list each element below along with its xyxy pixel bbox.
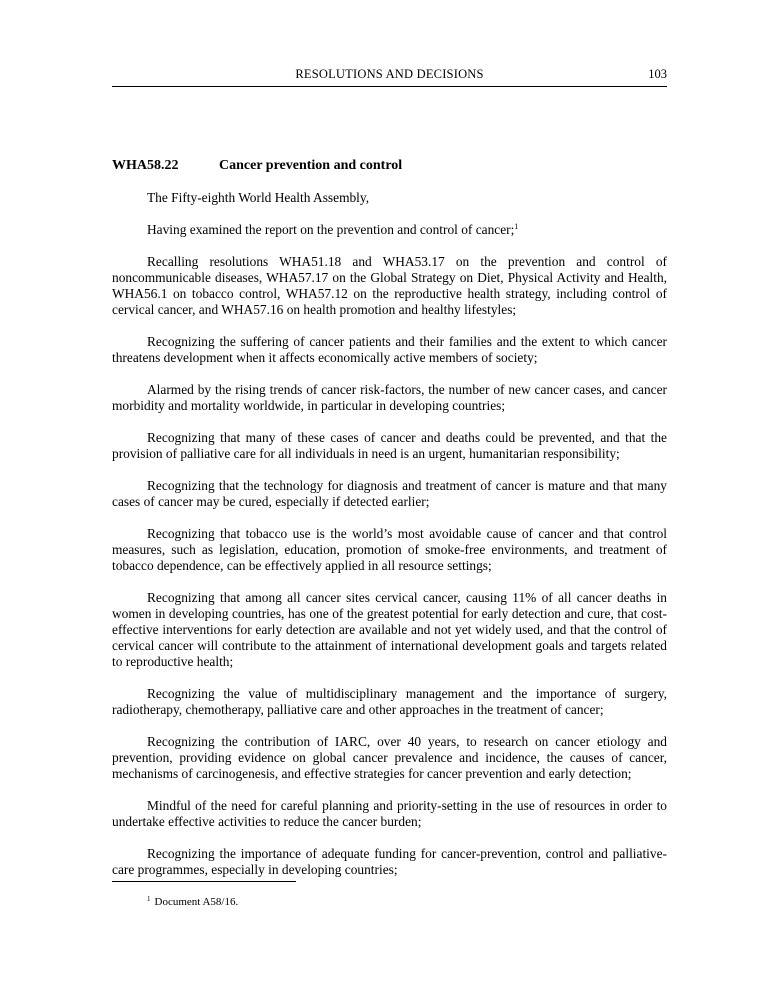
footnote-text: Document A58/16. [154,896,239,908]
resolution-title: Cancer prevention and control [219,158,403,173]
footnote-divider [112,881,296,882]
paragraph: Recognizing the contribution of IARC, over 40 years, to research on cancer etiology and prevention, providing evidence on global cancer prevalence and incidence, the causes of cancer, mechanisms of carcinogenesis, and effective strategies for cancer prevention and early detection; [112,734,667,781]
page-number: 103 [648,67,667,81]
paragraph: Recognizing the suffering of cancer patients and their families and the extent to which cancer threatens development when it affects economically active members of society; [112,334,667,365]
paragraph: Recognizing that the technology for diagnosis and treatment of cancer is mature and that many cases of cancer may be cured, especially if detected earlier; [112,478,667,509]
footnote-reference: 1 [514,222,519,231]
paragraph: Recognizing that among all cancer sites cervical cancer, causing 11% of all cancer deaths in women in developing countries, has one of the greatest potential for early detection and cure, that cost-effective interventions for early detection are available and not yet widely used, and that the control of cervical cancer will contribute to the attainment of international development goals and targets related to reproductive health; [112,590,667,669]
paragraph: Having examined the report on the prevention and control of cancer;$^1$ [147,222,519,237]
paragraph: Recognizing that tobacco use is the world’s most avoidable cause of cancer and that control measures, such as legislation, education, promotion of smoke-free environments, and treatment of tobacco dependence, can be effectively applied in all resource settings; [112,526,667,573]
paragraph: Recognizing the value of multidisciplinary management and the importance of surgery, radiotherapy, chemotherapy, palliative care and other approaches in the treatment of cancer; [112,686,667,717]
running-header [112,66,667,87]
resolution-code: WHA58.22 [112,158,179,173]
footnote [147,896,238,908]
paragraph: Alarmed by the rising trends of cancer risk-factors, the number of new cancer cases, and cancer morbidity and mortality worldwide, in particular in developing countries; [112,382,667,413]
paragraph: Recognizing the importance of adequate funding for cancer-prevention, control and palliative-care programmes, especially in developing countries; [112,846,667,877]
running-title: RESOLUTIONS AND DECISIONS [295,67,484,81]
footnote-marker: 1 [147,895,151,903]
resolution-heading [112,158,667,174]
paragraph: Recognizing that many of these cases of cancer and deaths could be prevented, and that the provision of palliative care for all individuals in need is an urgent, humanitarian responsibility; [112,430,667,461]
paragraph: The Fifty-eighth World Health Assembly, [147,190,370,205]
document-body [112,158,667,894]
paragraph: Mindful of the need for careful planning and priority-setting in the use of resources in order to undertake effective activities to reduce the cancer burden; [112,798,667,829]
paragraph: Recalling resolutions WHA51.18 and WHA53.17 on the prevention and control of noncommunicable diseases, WHA57.17 on the Global Strategy on Diet, Physical Activity and Health, WHA56.1 on tobacco control, WHA57.12 on the reproductive health strategy, including control of cervical cancer, and WHA57.16 on health promotion and healthy lifestyles; [112,254,667,317]
